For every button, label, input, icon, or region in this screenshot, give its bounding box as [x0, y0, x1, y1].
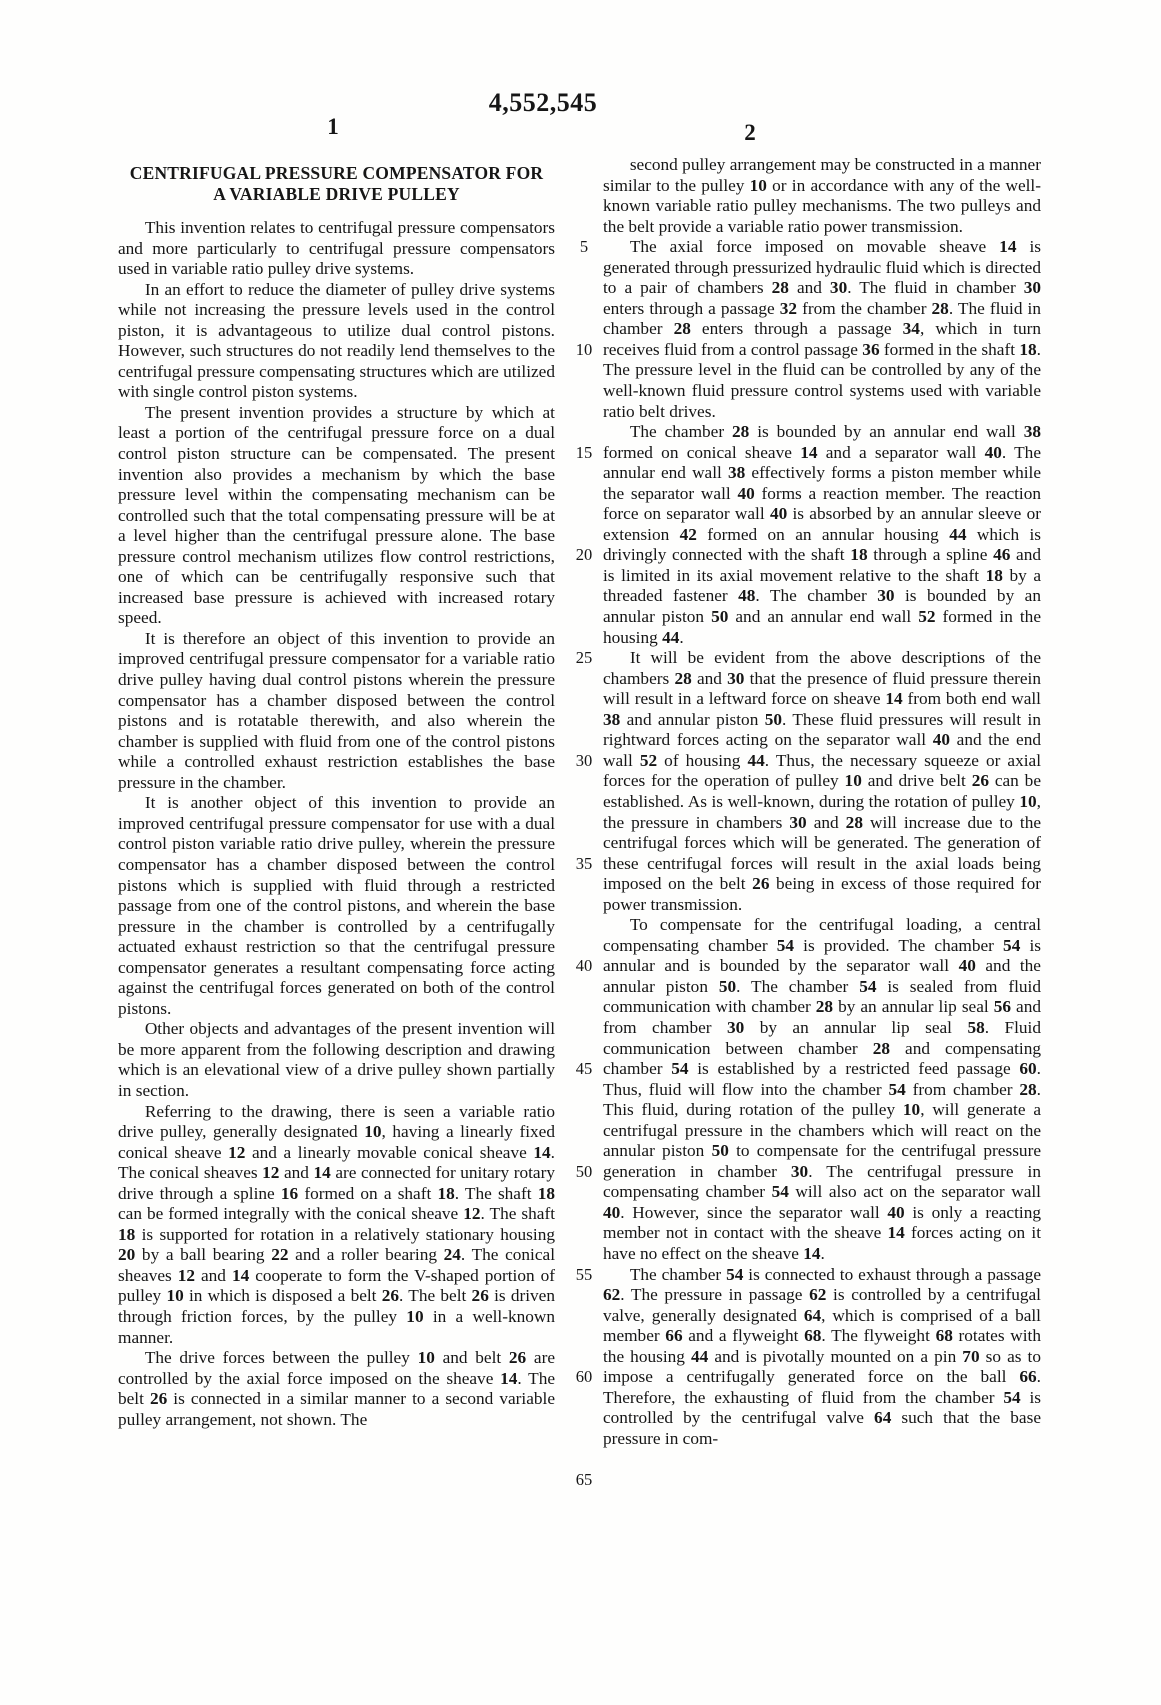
invention-title-line-2: A VARIABLE DRIVE PULLEY	[213, 184, 460, 204]
paragraph: It is another object of this invention to provide an improved centrifugal pressure compensator for use with a dual control piston variable ratio drive pulley, wherein the pressure compensator has a chamber disposed between the control pistons which is supplied with fluid through a restricted passage from one of the control pistons, and wherein the base pressure in the chamber is controlled by a centrifugally actuated exhaust restriction so that the centrifugal pressure compensator generates a resultant compensating force acting against the centrifugal forces generated on both of the control pistons.	[118, 793, 555, 1018]
invention-title	[118, 163, 555, 205]
paragraph: The chamber 54 is connected to exhaust through a passage 62. The pressure in passage 62 is controlled by a centrifugal valve, generally designated 64, which is comprised of a ball member 66 and a flyweight 68. The flyweight 68 rotates with the housing 44 and is pivotally mounted on a pin 70 so as to impose a centrifugally generated force on the ball 66. Therefore, the exhausting of fluid from the chamber 54 is controlled by the centrifugal valve 64 such that the base pressure in com-	[603, 1264, 1041, 1448]
line-number-gutter	[565, 0, 603, 1705]
line-number: 20	[575, 545, 593, 565]
right-column-body	[603, 155, 1041, 1449]
line-number: 40	[575, 956, 593, 976]
patent-number: 4,552,545	[488, 88, 598, 117]
title-gap	[118, 205, 555, 218]
line-number: 15	[575, 442, 593, 462]
right-column	[603, 155, 1041, 1449]
line-number: 35	[575, 853, 593, 873]
paragraph: In an effort to reduce the diameter of pulley drive systems while not increasing the pressure levels used in the control piston, it is advantageous to utilize dual control pistons. However, such structures do not readily lend themselves to the centrifugal pressure compensating structures which are utilized with single control piston systems.	[118, 279, 555, 402]
paragraph: The drive forces between the pulley 10 and belt 26 are controlled by the axial force imposed on the sheave 14. The belt 26 is connected in a similar manner to a second variable pulley arrangement, not shown. The	[118, 1348, 556, 1429]
left-column-body	[118, 218, 555, 1430]
line-number: 5	[579, 237, 589, 257]
paragraph: This invention relates to centrifugal pressure compensators and more particularly to centrifugal pressure compensators used in variable ratio pulley drive systems.	[118, 218, 555, 279]
paragraph: It is therefore an object of this invention to provide an improved centrifugal pressure compensator for a variable ratio drive pulley having dual control pistons wherein the pressure compensator has a chamber disposed between the control pistons and is rotatable therewith, and also wherein the chamber is supplied with fluid from one of the control pistons while a controlled exhaust restriction establishes the base pressure in the chamber.	[118, 628, 555, 792]
column-number-right: 2	[744, 120, 756, 145]
column-number-left: 1	[327, 114, 339, 139]
paragraph: The chamber 28 is bounded by an annular end wall 38 formed on conical sheave 14 and a separator wall 40. The annular end wall 38 effectively forms a piston member while the separator wall 40 forms a reaction member. The reaction force on separator wall 40 is absorbed by an annular sleeve or extension 42 formed on an annular housing 44 which is drivingly connected with the shaft 18 through a spline 46 and is limited in its axial movement relative to the shaft 18 by a threaded fastener 48. The chamber 30 is bounded by an annular piston 50 and an annular end wall 52 formed in the housing 44.	[603, 422, 1042, 647]
line-number: 30	[575, 750, 593, 770]
line-number: 60	[575, 1367, 593, 1387]
line-number: 65	[575, 1470, 593, 1490]
paragraph: Referring to the drawing, there is seen a variable ratio drive pulley, generally designated 10, having a linearly fixed conical sheave 12 and a linearly movable conical sheave 14. The conical sheaves 12 and 14 are connected for unitary rotary drive through a spline 16 formed on a shaft 18. The shaft 18 can be formed integrally with the conical sheave 12. The shaft 18 is supported for rotation in a relatively stationary housing 20 by a ball bearing 22 and a roller bearing 24. The conical sheaves 12 and 14 cooperate to form the V-shaped portion of pulley 10 in which is disposed a belt 26. The belt 26 is driven through friction forces, by the pulley 10 in a well-known manner.	[118, 1101, 556, 1347]
paragraph: Other objects and advantages of the present invention will be more apparent from the following description and drawing which is an elevational view of a drive pulley shown partially in section.	[118, 1019, 555, 1100]
paragraph: The present invention provides a structure by which at least a portion of the centrifugal pressure force on a dual control piston structure can be compensated. The present invention also provides a mechanism by which the base pressure level within the compensating mechanism can be controlled such that the total compensating pressure will be at a level higher than the centrifugal pressure alone. The base pressure control mechanism utilizes flow control restrictions, one of which can be centrifugally responsive such that increased base pressure is achieved with increased rotary speed.	[118, 402, 555, 628]
paragraph: It will be evident from the above descriptions of the chambers 28 and 30 that the presence of fluid pressure therein will result in a leftward force on sheave 14 from both end wall 38 and annular piston 50. These fluid pressures will result in rightward forces acting on the separator wall 40 and the end wall 52 of housing 44. Thus, the necessary squeeze or axial forces for the operation of pulley 10 and drive belt 26 can be established. As is well-known, during the rotation of pulley 10, the pressure in chambers 30 and 28 will increase due to the centrifugal forces which will be generated. The generation of these centrifugal forces will result in the axial loads being imposed on the belt 26 being in excess of those required for power transmission.	[603, 648, 1042, 914]
invention-title-line-1: CENTRIFUGAL PRESSURE COMPENSATOR FOR	[129, 163, 544, 183]
line-number: 50	[575, 1161, 593, 1181]
line-number: 55	[575, 1264, 593, 1284]
paragraph: The axial force imposed on movable sheave 14 is generated through pressurized hydraulic fluid which is directed to a pair of chambers 28 and 30. The fluid in chamber 30 enters through a passage 32 from the chamber 28. The fluid in chamber 28 enters through a passage 34, which in turn receives fluid from a control passage 36 formed in the shaft 18. The pressure level in the fluid can be controlled by any of the well-known fluid pressure control systems used with variable ratio belt drives.	[603, 237, 1041, 421]
line-number: 45	[575, 1059, 593, 1079]
line-number: 10	[575, 339, 593, 359]
left-column	[118, 163, 555, 1430]
paragraph: second pulley arrangement may be constructed in a manner similar to the pulley 10 or in accordance with any of the well-known variable ratio pulley mechanisms. The two pulleys and the belt provide a variable ratio power transmission.	[603, 155, 1041, 236]
paragraph: To compensate for the centrifugal loading, a central compensating chamber 54 is provided. The chamber 54 is annular and is bounded by the separator wall 40 and the annular piston 50. The chamber 54 is sealed from fluid communication with chamber 28 by an annular lip seal 56 and from chamber 30 by an annular lip seal 58. Fluid communication between chamber 28 and compensating chamber 54 is established by a restricted feed passage 60. Thus, fluid will flow into the chamber 54 from chamber 28. This fluid, during rotation of the pulley 10, will generate a centrifugal pressure in the chambers which will react on the annular piston 50 to compensate for the centrifugal pressure generation in chamber 30. The centrifugal pressure in compensating chamber 54 will also act on the separator wall 40. However, since the separator wall 40 is only a reacting member not in contact with the sheave 14 forces acting on it have no effect on the sheave 14.	[603, 915, 1042, 1263]
line-number: 25	[575, 648, 593, 668]
